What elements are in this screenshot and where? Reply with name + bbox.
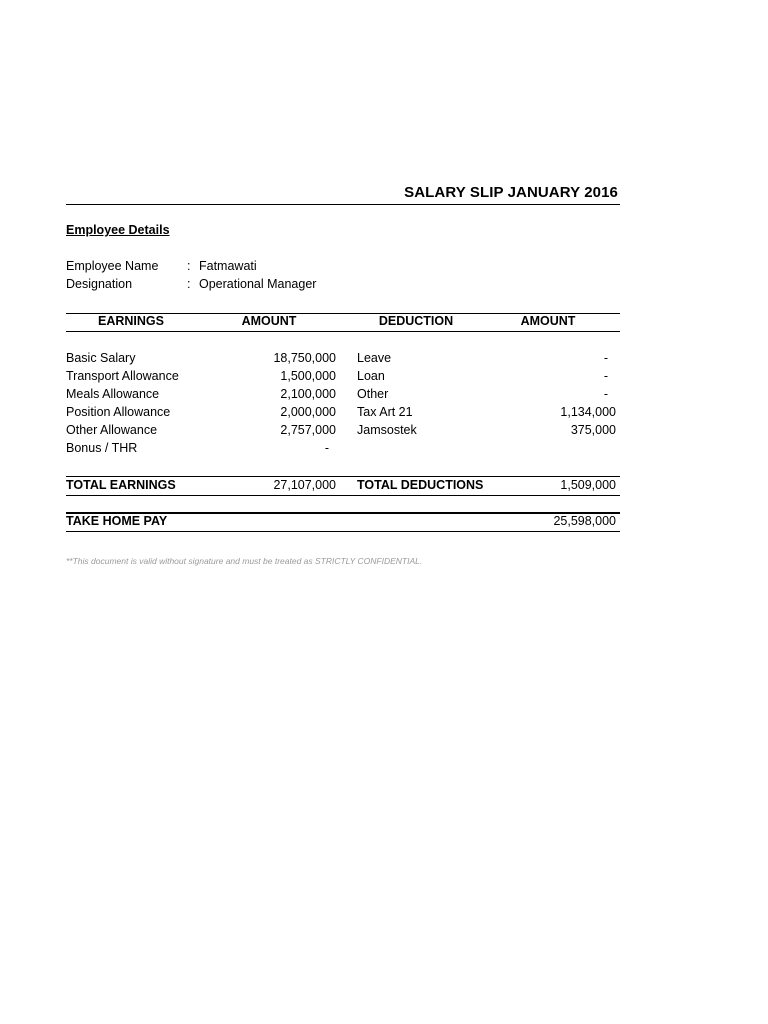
deduction-label: Tax Art 21 [357,405,413,419]
total-deductions-value: 1,509,000 [560,478,616,492]
employee-name-colon: : [187,259,191,273]
earnings-amount-header: AMOUNT [241,314,297,328]
employee-name-value: Fatmawati [199,259,257,273]
designation-row [66,277,620,295]
confidentiality-note: **This document is valid without signature and must be treated as STRICTLY CONFIDENTIAL. [66,556,423,566]
designation-colon: : [187,277,191,291]
earning-amount: - [324,441,329,455]
table-header-rule [66,331,620,332]
earning-label: Basic Salary [66,351,136,365]
total-deductions-label: TOTAL DEDUCTIONS [357,478,484,492]
page-title: SALARY SLIP JANUARY 2016 [404,184,618,201]
deduction-header: DEDUCTION [378,314,454,328]
deduction-label: Loan [357,369,385,383]
deduction-label: Leave [357,351,392,365]
total-earnings-value: 27,107,000 [273,478,336,492]
totals-top-rule [66,476,620,477]
take-home-value: 25,598,000 [553,514,616,528]
employee-details-heading: Employee Details [66,223,170,237]
earning-label: Transport Allowance [66,369,179,383]
deduction-amount-header: AMOUNT [520,314,576,328]
deduction-amount: 375,000 [570,423,616,437]
totals-bottom-rule [66,495,620,496]
deduction-amount: - [603,387,608,401]
earning-label: Position Allowance [66,405,171,419]
designation-label: Designation [66,277,133,291]
employee-name-label: Employee Name [66,259,159,273]
earning-label: Bonus / THR [66,441,138,455]
employee-name-row [66,259,620,277]
earning-amount: 1,500,000 [280,369,336,383]
total-earnings-label: TOTAL EARNINGS [66,478,176,492]
deduction-amount: - [603,369,608,383]
deduction-amount: - [603,351,608,365]
earning-amount: 18,750,000 [273,351,336,365]
title-row [66,182,620,205]
earning-amount: 2,000,000 [280,405,336,419]
deduction-label: Other [357,387,389,401]
designation-value: Operational Manager [199,277,317,291]
earning-amount: 2,757,000 [280,423,336,437]
deduction-amount: 1,134,000 [560,405,616,419]
deduction-label: Jamsostek [357,423,417,437]
earning-amount: 2,100,000 [280,387,336,401]
take-home-bottom-rule [66,531,620,532]
earning-label: Meals Allowance [66,387,160,401]
earning-label: Other Allowance [66,423,158,437]
earnings-header: EARNINGS [98,314,164,328]
take-home-label: TAKE HOME PAY [66,514,168,528]
